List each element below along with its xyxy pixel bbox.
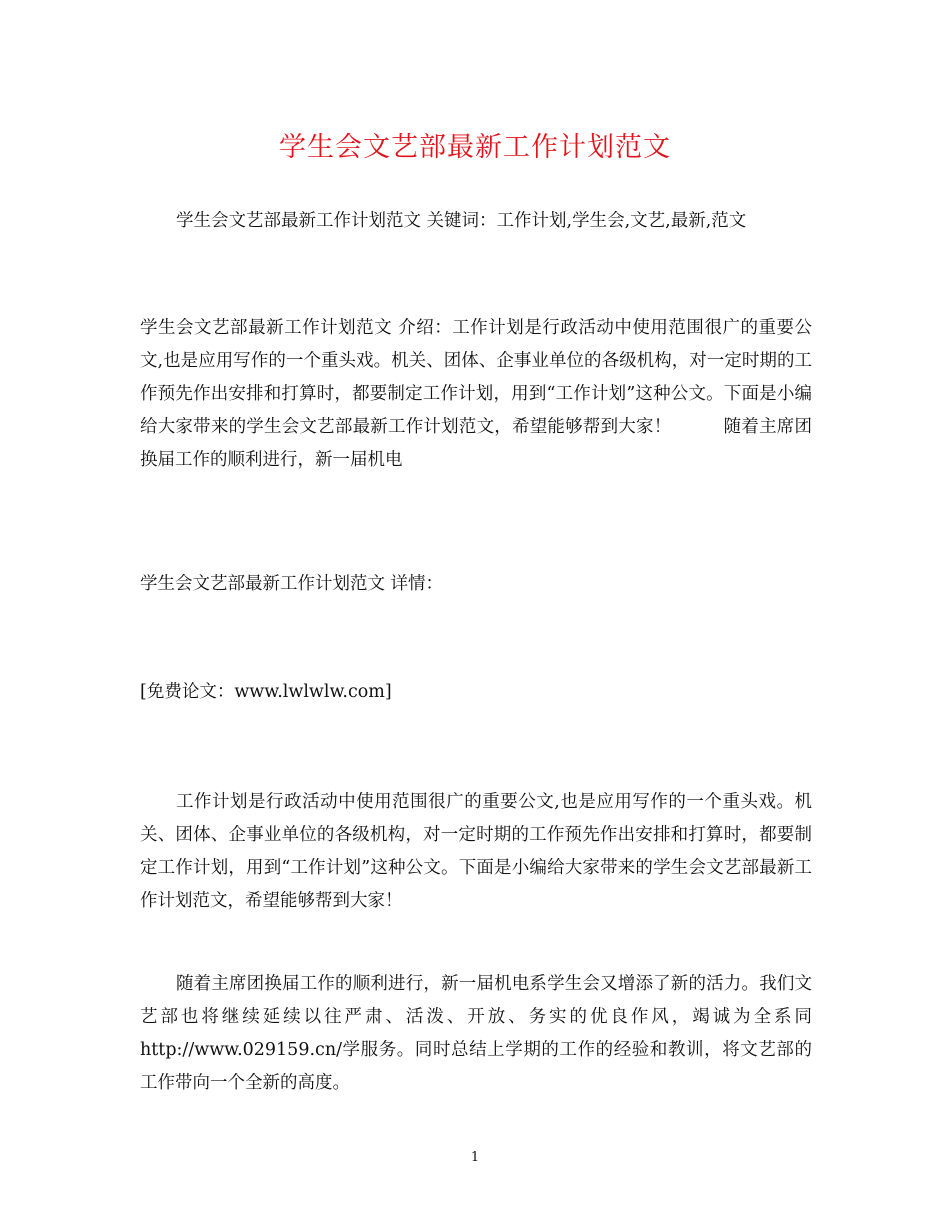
- source-line: [免费论文：www.lwlwlw.com]: [140, 682, 392, 702]
- keywords-line: 学生会文艺部最新工作计划范文 关键词：工作计划,学生会,文艺,最新,范文: [176, 211, 747, 231]
- intro-tail-text: 随着主席团换届工作的顺利进行，新一届机电: [140, 417, 813, 470]
- body-paragraph-2: 随着主席团换届工作的顺利进行，新一届机电系学生会又增添了新的活力。我们文艺部也将继续延续以往严肃、活泼、开放、务实的优良作风，竭诚为全系同http://www.029159.cn/学服务。同时总结上学期的工作的经验和教训，将文艺部的工作带向一个全新的高度。: [140, 974, 812, 1093]
- intro-paragraph: [140, 312, 812, 477]
- body-paragraph-1: 工作计划是行政活动中使用范围很广的重要公文,也是应用写作的一个重头戏。机关、团体、企事业单位的各级机构，对一定时期的工作预先作出安排和打算时，都要制定工作计划，用到“工作计划”这种公文。下面是小编给大家带来的学生会文艺部最新工作计划范文，希望能够帮到大家！: [140, 792, 812, 911]
- details-label: 学生会文艺部最新工作计划范文 详情：: [140, 574, 444, 594]
- page-number: 1: [470, 1150, 480, 1165]
- intro-main-text: 学生会文艺部最新工作计划范文 介绍：工作计划是行政活动中使用范围很广的重要公文,也是应用写作的一个重头戏。机关、团体、企事业单位的各级机构，对一定时期的工作预先作出安排和打算时，都要制定工作计划，用到“工作计划”这种公文。下面是小编给大家带来的学生会文艺部最新工作计划范文，希望能够帮到大家！: [140, 318, 812, 437]
- document-title: 学生会文艺部最新工作计划范文: [279, 132, 671, 163]
